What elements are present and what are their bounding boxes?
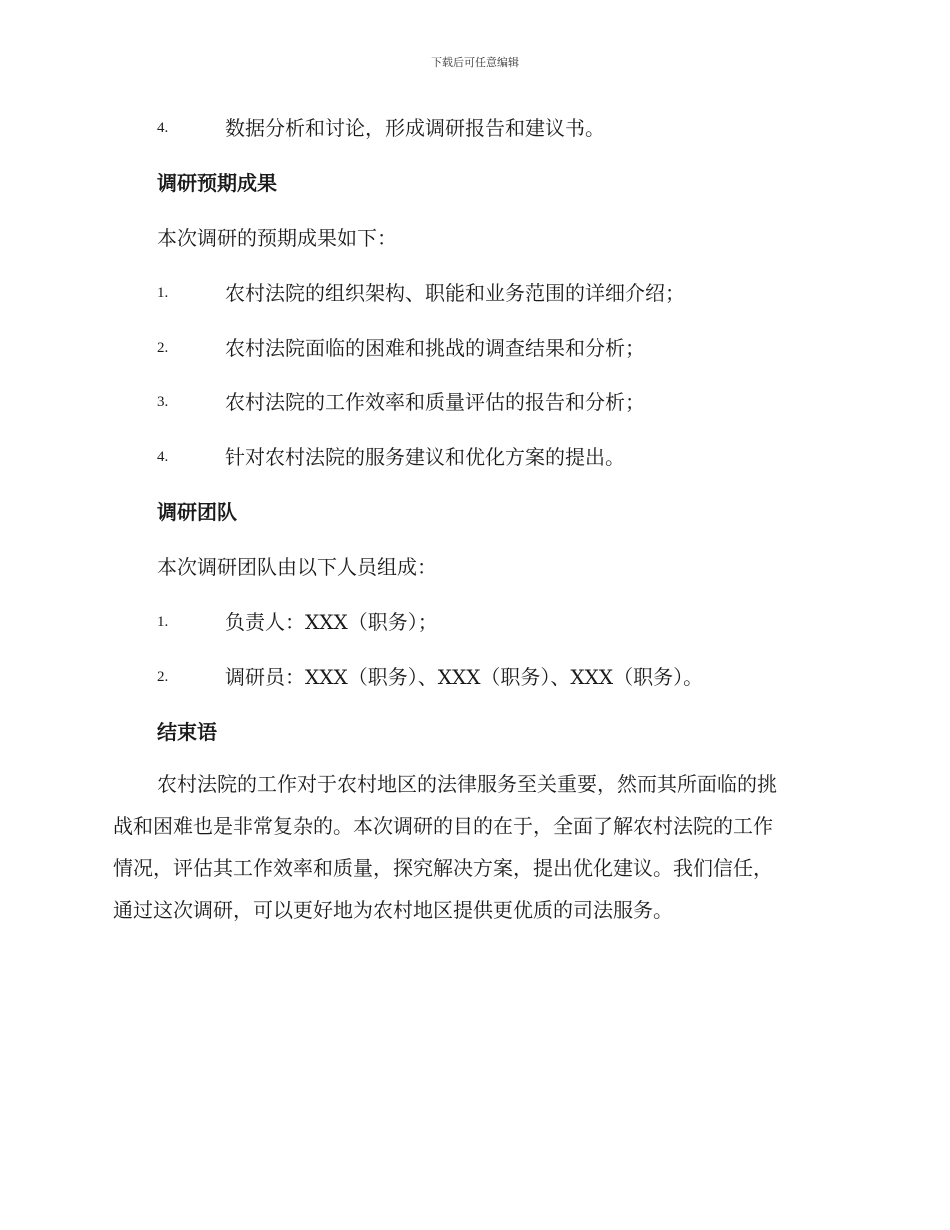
paragraph-line: 战和困难也是非常复杂的。本次调研的目的在于，全面了解农村法院的工作 <box>113 814 773 838</box>
list-item-text: 农村法院面临的困难和挑战的调查结果和分析； <box>225 336 645 360</box>
list-item-number: 4. <box>157 120 169 136</box>
section-lead-team: 本次调研团队由以下人员组成： <box>157 555 437 579</box>
list-item-text: 农村法院的组织架构、职能和业务范围的详细介绍； <box>225 281 685 305</box>
list-item-number: 4. <box>157 449 169 465</box>
section-heading-team: 调研团队 <box>157 500 237 524</box>
section-lead-results: 本次调研的预期成果如下： <box>157 226 397 250</box>
list-item-number: 2. <box>157 340 169 356</box>
list-item-number: 1. <box>157 614 169 630</box>
list-item-text: 针对农村法院的服务建议和优化方案的提出。 <box>225 445 625 469</box>
conclusion-paragraph <box>113 763 833 931</box>
list-item-number: 2. <box>157 669 169 685</box>
section-heading-conclusion: 结束语 <box>157 720 217 744</box>
list-item-text: 负责人：XXX（职务）； <box>225 610 438 634</box>
list-item-text: 农村法院的工作效率和质量评估的报告和分析； <box>225 390 645 414</box>
paragraph-line: 情况，评估其工作效率和质量，探究解决方案，提出优化建议。我们信任， <box>113 856 773 880</box>
page-header: 下载后可任意编辑 <box>431 56 519 69</box>
paragraph-line: 农村法院的工作对于农村地区的法律服务至关重要，然而其所面临的挑 <box>157 772 777 796</box>
list-item-number: 1. <box>157 285 169 301</box>
list-item-text: 调研员：XXX（职务）、XXX（职务）、XXX（职务）。 <box>225 665 704 689</box>
list-item-number: 3. <box>157 394 169 410</box>
list-item-text: 数据分析和讨论，形成调研报告和建议书。 <box>225 116 605 140</box>
paragraph-line: 通过这次调研，可以更好地为农村地区提供更优质的司法服务。 <box>113 898 673 922</box>
section-heading-results: 调研预期成果 <box>157 171 277 195</box>
